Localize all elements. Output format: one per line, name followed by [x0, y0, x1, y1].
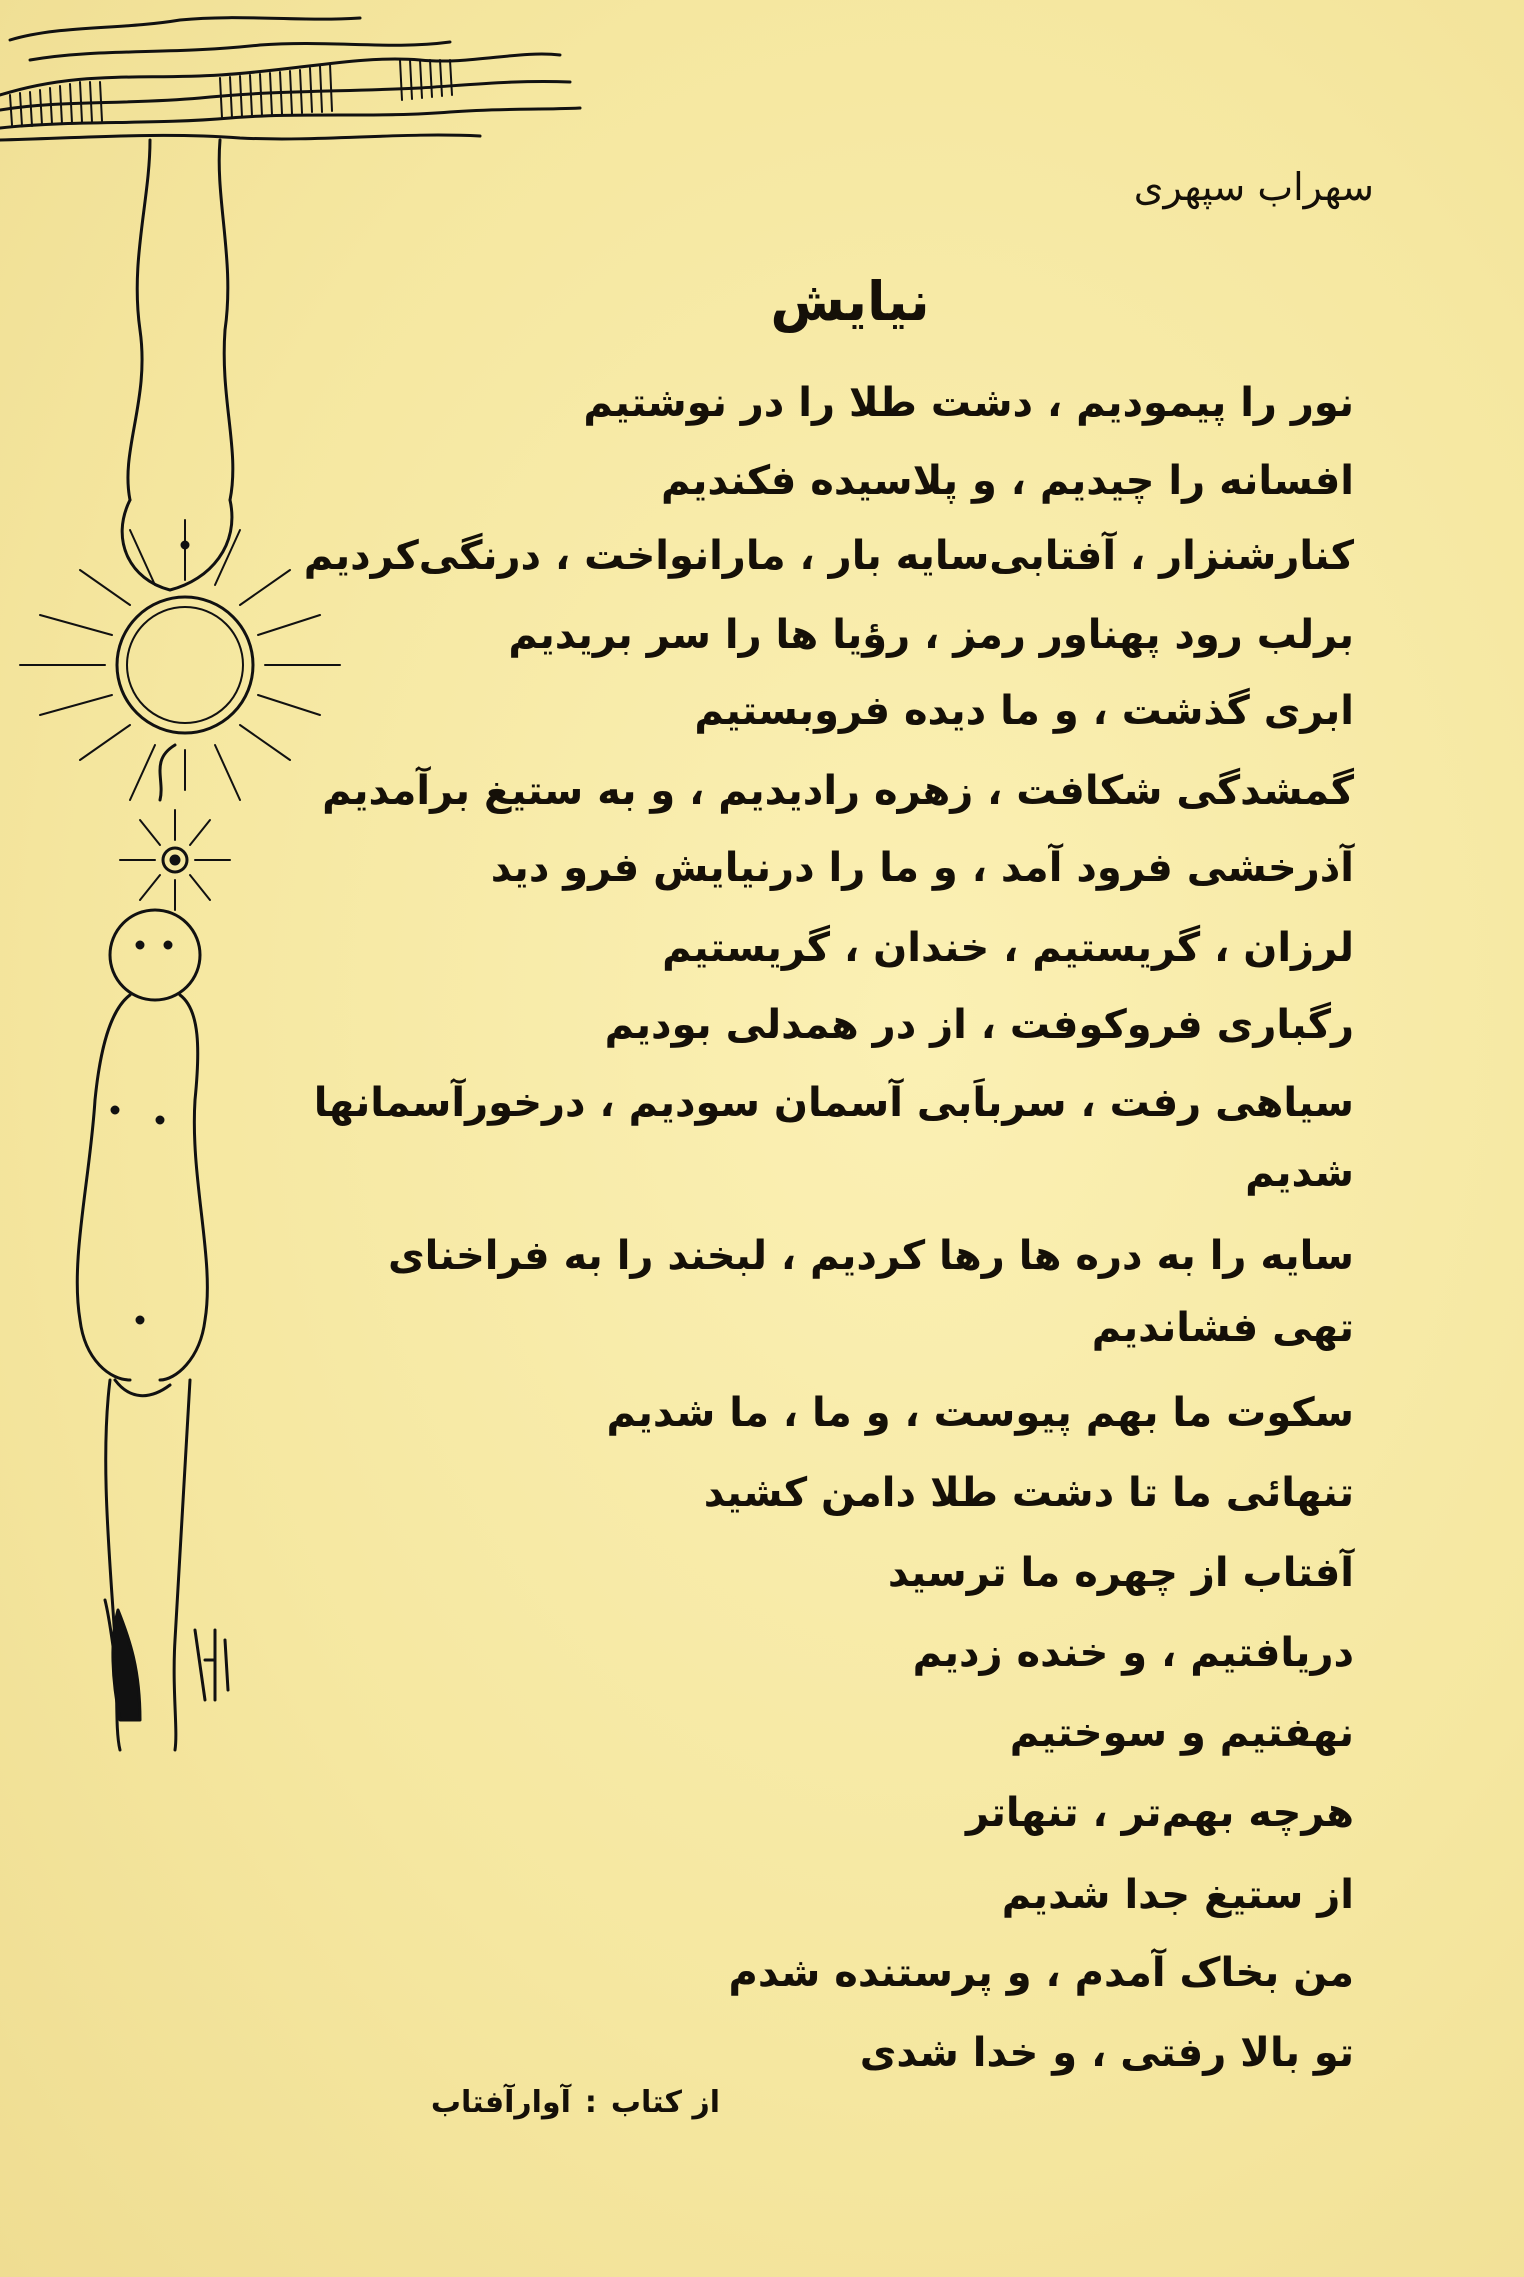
- poem-line: هرچه بهم‌تر ، تنهاتر: [965, 1790, 1354, 1836]
- poem-line: افسانه را چیدیم ، و پلاسیده فکندیم: [661, 458, 1354, 504]
- source-book-title: آوارآفتاب: [430, 2085, 571, 2120]
- poem-line: آذرخشی فرود آمد ، و ما را درنیایش فرو دید: [490, 845, 1354, 891]
- poem-line: آفتاب از چهره ما ترسید: [887, 1550, 1354, 1596]
- poem-line: نهفتیم و سوختیم: [1009, 1710, 1354, 1756]
- source-separator: :: [584, 2085, 597, 2120]
- author-name: سهراب سپهری: [1133, 165, 1374, 209]
- source-prefix: از کتاب: [610, 2085, 720, 2120]
- poem-line: کنارشنزار ، آفتابی‌سایه بار ، مارانواخت ، درنگی‌کردیم: [303, 533, 1354, 579]
- poem-line: سیاهی رفت ، سرباَبی آسمان سودیم ، درخورآسمانها: [313, 1080, 1354, 1126]
- poem-line: من بخاک آمدم ، و پرستنده شدم: [728, 1950, 1354, 1996]
- poem-line: رگباری فروکوفت ، از در همدلی بودیم: [604, 1002, 1354, 1048]
- poem-title: نیایش: [770, 270, 930, 333]
- poem-line: سکوت ما بهم پیوست ، و ما ، ما شدیم: [606, 1390, 1354, 1436]
- poem-line: ابری گذشت ، و ما دیده فروبستیم: [694, 688, 1354, 734]
- poem-line: نور را پیمودیم ، دشت طلا را در نوشتیم: [583, 380, 1354, 426]
- poem-line: از ستیغ جدا شدیم: [1001, 1872, 1354, 1918]
- poem-line: دریافتیم ، و خنده زدیم: [912, 1630, 1354, 1676]
- poem-line: تنهائی ما تا دشت طلا دامن کشید: [703, 1470, 1354, 1516]
- poem-line: لرزان ، گریستیم ، خندان ، گریستیم: [662, 925, 1354, 971]
- poem-line: شدیم: [1245, 1150, 1354, 1196]
- poem-line: گمشدگی شکافت ، زهره رادیدیم ، و به ستیغ برآمدیم: [322, 768, 1354, 814]
- poem-line: سایه را به دره ها رها کردیم ، لبخند را به فراخنای: [387, 1233, 1354, 1279]
- poem-line: تو بالا رفتی ، و خدا شدی: [859, 2030, 1354, 2076]
- source-citation: [380, 2085, 720, 2120]
- poem-line: برلب رود پهناور رمز ، رؤیا ها را سر بریدیم: [508, 612, 1354, 658]
- poem-line: تهی فشاندیم: [1091, 1305, 1354, 1351]
